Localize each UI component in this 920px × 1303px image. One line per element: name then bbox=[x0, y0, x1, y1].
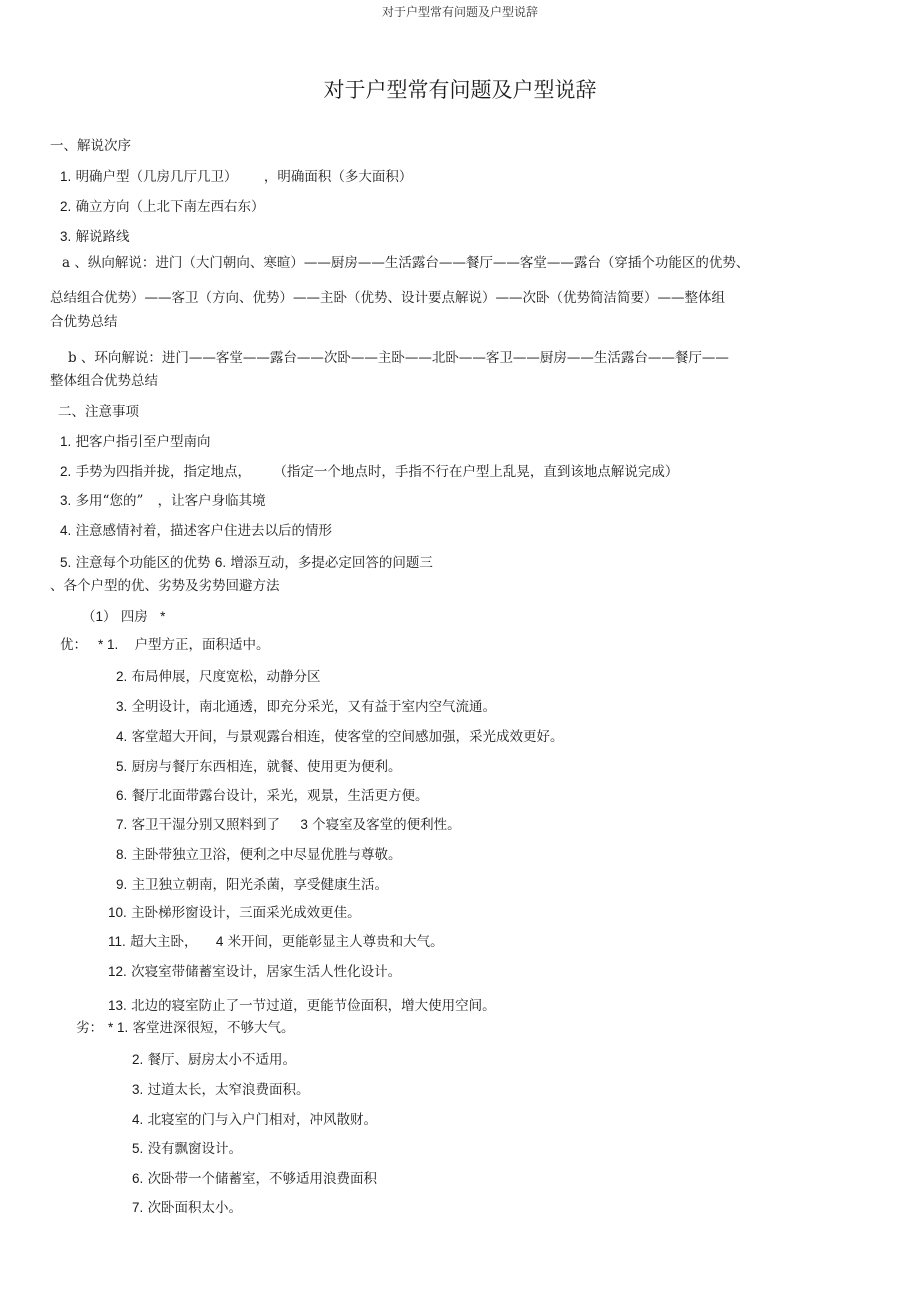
s1-item-1-text: 明确户型（几房几厅几卫） bbox=[75, 169, 238, 185]
section-1-heading: 一、解说次序 bbox=[50, 138, 131, 154]
cons-item-text: 次卧面积太小。 bbox=[147, 1200, 243, 1216]
pros-item-text: 客卫干湿分别又照料到了 bbox=[131, 817, 281, 833]
pros-item-num: 4. bbox=[116, 729, 128, 744]
pros-label: 优： bbox=[60, 637, 87, 653]
pros-item-num: 11. bbox=[108, 934, 126, 949]
cons-item bbox=[132, 1170, 377, 1188]
pros-item-num: * 1. bbox=[98, 637, 119, 652]
s2-item-6-num: 6. bbox=[214, 555, 227, 570]
cons-item-num: 6. bbox=[132, 1171, 144, 1186]
pros-item-num: 9. bbox=[116, 877, 128, 892]
s2-item-6-text: 增添互动，多提必定回答的问题三 bbox=[230, 555, 433, 571]
cons-item-num: 4. bbox=[132, 1112, 144, 1127]
s2-item-5-num: 5. bbox=[60, 555, 72, 570]
pros-item-num: 3. bbox=[116, 699, 128, 714]
cons-item-num: * 1. bbox=[108, 1020, 129, 1035]
pros-item-num: 5. bbox=[116, 759, 128, 774]
cons-item-num: 2. bbox=[132, 1052, 144, 1067]
s2-item-2 bbox=[60, 463, 678, 481]
route-a-line-3: 合优势总结 bbox=[50, 314, 118, 330]
pros-item-num: 7. bbox=[116, 817, 128, 832]
pros-item-num: 10. bbox=[108, 905, 127, 920]
pros-item bbox=[116, 728, 564, 746]
pros-item-num: 13. bbox=[108, 998, 127, 1013]
cons-item-text: 客堂进深很短，不够大气。 bbox=[132, 1020, 295, 1036]
pros-item-num-inline: 3 bbox=[300, 817, 308, 832]
pros-item-text: 户型方正，面积适中。 bbox=[134, 637, 270, 653]
s2-item-1 bbox=[60, 433, 211, 451]
pros-item bbox=[116, 668, 321, 686]
cons-item bbox=[132, 1081, 310, 1099]
pros-item bbox=[116, 787, 429, 805]
pros-item-text: 主卧梯形窗设计，三面采光成效更佳。 bbox=[131, 905, 361, 921]
s1-item-2-num: 2. bbox=[60, 199, 72, 214]
pros-item-text2: 米开间，更能彰显主人尊贵和大气。 bbox=[227, 934, 444, 950]
pros-item-num: 2. bbox=[116, 669, 128, 684]
cons-label: 劣： bbox=[76, 1020, 103, 1036]
cons-item-text: 次卧带一个储蓄室，不够适用浪费面积 bbox=[147, 1171, 378, 1187]
s2-item-1-num: 1. bbox=[60, 434, 72, 449]
s2-item-4 bbox=[60, 522, 332, 540]
subsection-num: （1） bbox=[82, 609, 117, 624]
s2-item-2-num: 2. bbox=[60, 464, 72, 479]
pros-item-text: 餐厅北面带露台设计，采光，观景，生活更方便。 bbox=[131, 788, 429, 804]
s1-item-2 bbox=[60, 198, 265, 216]
pros-item-text: 主卫独立朝南，阳光杀菌，享受健康生活。 bbox=[131, 877, 389, 893]
section-2-heading: 二、注意事项 bbox=[58, 404, 139, 420]
s1-item-2-text: 确立方向（上北下南左西右东） bbox=[75, 199, 265, 215]
pros-item bbox=[116, 698, 496, 716]
subsection-four-room bbox=[82, 608, 165, 626]
s2-item-3-text: 多用“您的” bbox=[75, 493, 144, 509]
s2-item-5 bbox=[60, 554, 433, 572]
cons-item-text: 餐厅、厨房太小不适用。 bbox=[147, 1052, 297, 1068]
s1-item-3 bbox=[60, 228, 130, 246]
section-3-heading: 、各个户型的优、劣势及劣势回避方法 bbox=[50, 578, 280, 594]
route-a-line-2: 总结组合优势）——客卫（方向、优势）——主卧（优势、设计要点解说）——次卧（优势简洁简要）——整体组 bbox=[50, 290, 725, 306]
pros-item-text: 全明设计，南北通透，即充分采光，又有益于室内空气流通。 bbox=[131, 699, 497, 715]
pros-item-text: 北边的寝室防止了一节过道，更能节俭面积，增大使用空间。 bbox=[131, 998, 496, 1014]
s1-item-1 bbox=[60, 168, 412, 186]
s2-item-3-num: 3. bbox=[60, 493, 72, 508]
s2-item-5-text: 注意每个功能区的优势 bbox=[75, 555, 211, 571]
subsection-title: 四房 bbox=[120, 609, 148, 625]
pros-item-num: 12. bbox=[108, 964, 127, 979]
pros-item bbox=[116, 816, 461, 834]
pros-item-text: 厨房与餐厅东西相连，就餐、使用更为便利。 bbox=[131, 759, 402, 775]
pros-item-text: 次寝室带储蓄室设计，居家生活人性化设计。 bbox=[131, 964, 402, 980]
pros-item bbox=[116, 846, 402, 864]
pros-item bbox=[108, 997, 496, 1015]
cons-item bbox=[108, 1019, 295, 1037]
pros-item-text2: 个寝室及客堂的便利性。 bbox=[312, 817, 461, 833]
cons-item-num: 3. bbox=[132, 1082, 144, 1097]
s1-item-3-text: 解说路线 bbox=[75, 229, 130, 245]
route-b-line-2: 整体组合优势总结 bbox=[50, 373, 158, 389]
cons-item-num: 5. bbox=[132, 1141, 144, 1156]
cons-item bbox=[132, 1111, 377, 1129]
route-a-line-1: a 、纵向解说：进门（大门朝向、寒暄）——厨房——生活露台——餐厅——客堂——露台（穿插个功能区的优势、 bbox=[62, 255, 750, 271]
cons-item-text: 没有飘窗设计。 bbox=[147, 1141, 243, 1157]
cons-item bbox=[132, 1051, 296, 1069]
pros-item bbox=[108, 904, 361, 922]
pros-item bbox=[116, 876, 388, 894]
s2-item-4-text: 注意感情衬着，描述客户住进去以后的情形 bbox=[75, 523, 333, 539]
route-b-line-1: b 、环向解说：进门——客堂——露台——次卧——主卧——北卧——客卫——厨房——生活露台——餐厅—— bbox=[68, 350, 729, 366]
s2-item-3-text2: ，让客户身临其境 bbox=[157, 493, 266, 509]
pros-item bbox=[116, 758, 402, 776]
s2-item-3 bbox=[60, 492, 266, 510]
cons-item-text: 北寝室的门与入户门相对，冲风散财。 bbox=[147, 1112, 378, 1128]
pros-item-num-inline: 4 bbox=[215, 934, 224, 949]
cons-item bbox=[132, 1199, 242, 1217]
pros-item-text: 主卧带独立卫浴，便利之中尽显优胜与尊敬。 bbox=[131, 847, 402, 863]
pros-item-text: 客堂超大开间，与景观露台相连，使客堂的空间感加强，采光成效更好。 bbox=[131, 729, 564, 745]
subsection-star: * bbox=[160, 609, 166, 624]
pros-item bbox=[98, 636, 270, 654]
pros-item-num: 6. bbox=[116, 788, 128, 803]
cons-item bbox=[132, 1140, 242, 1158]
s2-item-2-text2: （指定一个地点时，手指不行在户型上乱晃，直到该地点解说完成） bbox=[273, 464, 679, 480]
pros-item-text: 布局伸展，尺度宽松，动静分区 bbox=[131, 669, 321, 685]
pros-item bbox=[108, 933, 444, 951]
s2-item-4-num: 4. bbox=[60, 523, 72, 538]
s1-item-1-num: 1. bbox=[60, 169, 72, 184]
s1-item-1-text2: ，明确面积（多大面积） bbox=[263, 169, 413, 185]
pros-item bbox=[108, 963, 401, 981]
cons-item-num: 7. bbox=[132, 1200, 144, 1215]
document-title: 对于户型常有问题及户型说辞 bbox=[323, 78, 597, 102]
s2-item-2-text: 手势为四指并拢，指定地点， bbox=[75, 464, 252, 480]
cons-item-text: 过道太长，太窄浪费面积。 bbox=[147, 1082, 310, 1098]
s1-item-3-num: 3. bbox=[60, 229, 72, 244]
running-header: 对于户型常有问题及户型说辞 bbox=[381, 5, 538, 19]
s2-item-1-text: 把客户指引至户型南向 bbox=[75, 434, 211, 450]
pros-item-num: 8. bbox=[116, 847, 128, 862]
pros-item-text: 超大主卧， bbox=[130, 934, 198, 950]
